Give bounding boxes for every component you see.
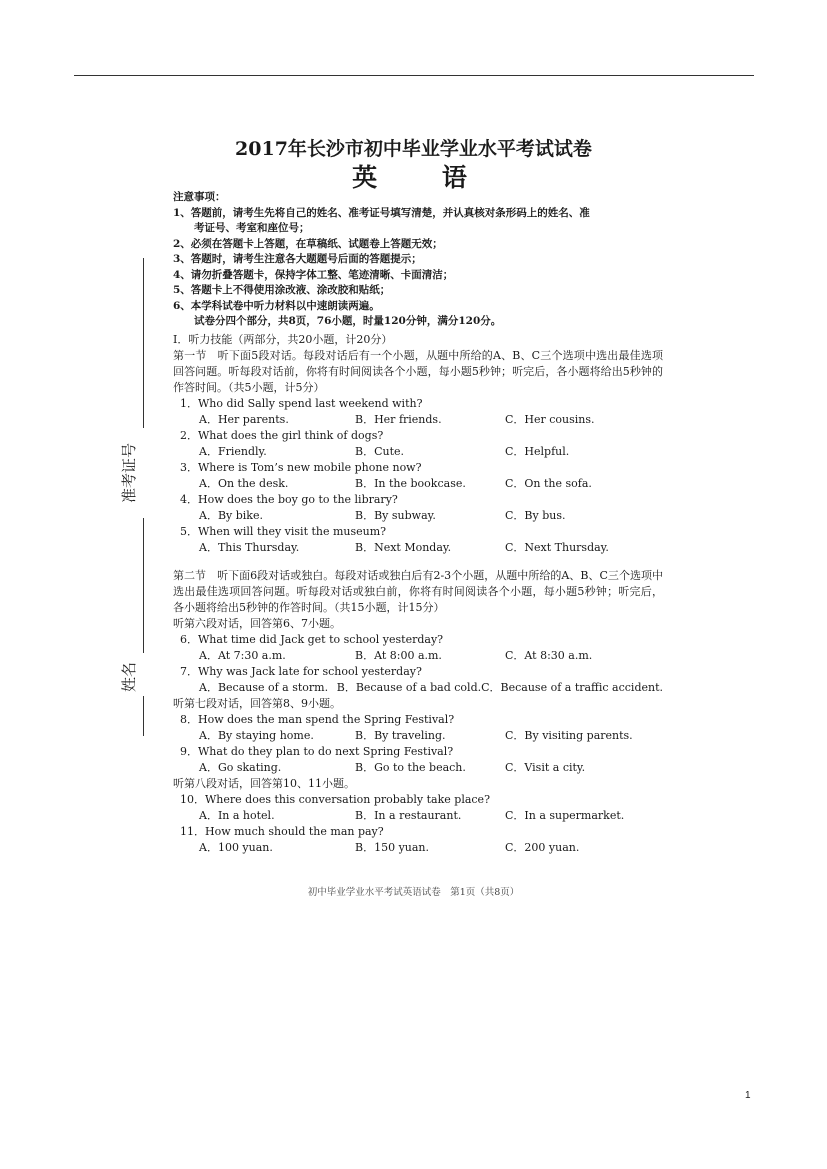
option-c: C．At 8:30 a.m. [505, 649, 593, 662]
option-b: B．Cute. [355, 445, 405, 458]
option-c: C．Next Thursday. [505, 541, 609, 554]
option-c: C．Visit a city. [505, 761, 586, 774]
dialog-heading: 听第六段对话，回答第6、7小题。 [173, 617, 341, 630]
option-a: A．Friendly. [199, 445, 267, 458]
option-b: B．At 8:00 a.m. [355, 649, 442, 662]
options [173, 760, 663, 776]
option-a: A．This Thursday. [199, 541, 300, 554]
instructions-heading: 注意事项： [173, 191, 226, 203]
question: 5．When will they visit the museum? [180, 525, 387, 538]
part-heading: I．听力技能（两部分，共20小题，计20分） [173, 333, 393, 346]
option-a: A．On the desk. [199, 477, 289, 490]
option-a: A．In a hotel. [199, 809, 275, 822]
options [173, 444, 663, 460]
question: 9．What do they plan to do next Spring Festival? [180, 745, 454, 758]
option-a: A．Because of a storm. [199, 681, 329, 694]
question: 11．How much should the man pay? [180, 825, 384, 838]
name-label: 姓名 [120, 661, 138, 692]
option-a: A．Her parents. [199, 413, 289, 426]
question: 1．Who did Sally spend last weekend with? [180, 397, 423, 410]
option-c: C．By visiting parents. [505, 729, 633, 742]
options [173, 412, 663, 428]
instruction-item: 3、答题时，请考生注意各大题题号后面的答题提示； [173, 253, 422, 265]
question: 10．Where does this conversation probably take place? [180, 793, 490, 806]
question: 8．How does the man spend the Spring Festival? [180, 713, 455, 726]
option-b: B．By traveling. [355, 729, 446, 742]
header-rule [74, 75, 754, 76]
instruction-item: 2、必须在答题卡上答题，在草稿纸、试题卷上答题无效； [173, 237, 443, 250]
question: 6．What time did Jack get to school yesterday? [180, 633, 444, 646]
option-b: B．Her friends. [355, 413, 442, 426]
option-a: A．At 7:30 a.m. [199, 649, 286, 662]
options [173, 840, 663, 856]
option-a: A．100 yuan. [199, 841, 273, 854]
options [173, 808, 663, 824]
exam-id-label: 准考证号 [120, 442, 138, 503]
option-b: B．By subway. [355, 509, 436, 522]
instruction-item: 6、本学科试卷中听力材料以中速朗读两遍。 [173, 299, 380, 312]
option-c: C．Her cousins. [505, 413, 595, 426]
margin-line [143, 258, 144, 428]
option-c: C．By bus. [505, 509, 566, 522]
option-c: C．On the sofa. [505, 477, 592, 490]
options [173, 680, 663, 696]
question: 4．How does the boy go to the library? [180, 493, 398, 506]
options [173, 476, 663, 492]
option-c: C．Helpful. [505, 445, 570, 458]
option-b: B．In the bookcase. [355, 477, 466, 490]
instructions [173, 190, 663, 330]
option-a: A．By staying home. [199, 729, 314, 742]
option-c: C．200 yuan. [505, 841, 580, 854]
instruction-item: 考证号、考室和座位号； [194, 222, 310, 234]
subject-title: 英 语 [352, 163, 495, 192]
option-b: B．Because of a bad cold. [336, 681, 482, 694]
option-b: B．In a restaurant. [355, 809, 462, 822]
options [173, 648, 663, 664]
dialog-heading: 听第七段对话，回答第8、9小题。 [173, 697, 341, 710]
margin-line [143, 696, 144, 736]
option-a: A．Go skating. [199, 761, 282, 774]
instruction-item: 试卷分四个部分，共8页，76小题，时量120分钟，满分120分。 [194, 315, 502, 327]
instruction-item: 5、答题卡上不得使用涂改液、涂改胶和贴纸； [173, 284, 391, 296]
option-c: C．In a supermarket. [505, 809, 625, 822]
dialog-heading: 听第八段对话，回答第10、11小题。 [173, 777, 355, 790]
instruction-item: 4、请勿折叠答题卡，保持字体工整、笔迹清晰、卡面清洁； [173, 268, 454, 281]
option-b: B．Go to the beach. [355, 761, 466, 774]
question: 2．What does the girl think of dogs? [180, 429, 384, 442]
option-c: C．Because of a traffic accident. [481, 681, 663, 694]
option-b: B．150 yuan. [355, 841, 430, 854]
listening-section [173, 332, 663, 856]
options [173, 508, 663, 524]
section2-intro: 第二节 听下面6段对话或独白。每段对话或独白后有2-3个小题，从题中所给的A、B、C三个选项中选出最佳选项回答问题。听每段对话或独白前，你将有时间阅读各个小题，每小题5秒钟；听完后，各小题将给出5秒钟的作答时间。（共15小题，计15分） [173, 569, 663, 614]
question: 3．Where is Tom’s new mobile phone now? [180, 461, 422, 474]
question: 7．Why was Jack late for school yesterday? [180, 665, 422, 678]
exam-title: 2017年长沙市初中毕业学业水平考试试卷 [235, 138, 592, 160]
margin-line [143, 518, 144, 653]
options [173, 540, 663, 556]
option-b: B．Next Monday. [355, 541, 452, 554]
instruction-item: 1、答题前，请考生先将自己的姓名、准考证号填写清楚，并认真核对条形码上的姓名、准 [173, 206, 590, 219]
option-a: A．By bike. [199, 509, 263, 522]
page-footer: 初中毕业学业水平考试英语试卷 第1页（共8页） [307, 887, 520, 898]
options [173, 728, 663, 744]
page-number: 1 [745, 1090, 751, 1101]
section1-intro: 第一节 听下面5段对话。每段对话后有一个小题，从题中所给的A、B、C三个选项中选出最佳选项回答问题。听每段对话前，你将有时间阅读各个小题，每小题5秒钟；听完后，各小题将给出5秒钟的作答时间。（共5小题，计5分） [173, 349, 663, 394]
